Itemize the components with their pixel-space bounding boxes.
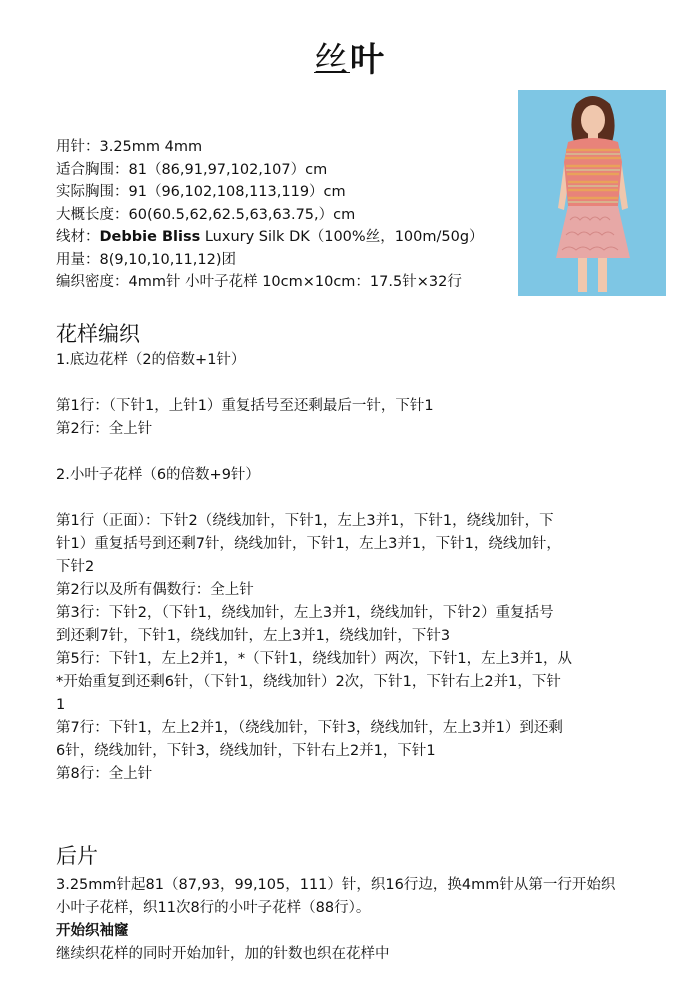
fit-bust-spec: 适合胸围：81（86,91,97,102,107）cm	[56, 161, 328, 178]
pattern-2-row-2: 第2行以及所有偶数行：全上针	[56, 582, 254, 598]
pattern-heading: 花样编织	[56, 322, 140, 346]
armhole-subheading: 开始织袖窿	[56, 923, 129, 939]
pattern-1-row-2: 第2行：全上针	[56, 421, 153, 437]
page-title	[0, 32, 700, 81]
length-spec: 大概长度：60(60.5,62,62.5,63,63.75,）cm	[56, 206, 356, 223]
pattern-2-row-5b: *开始重复到还剩6针，（下针1，绕线加针）2次，下针1，下针右上2并1，下针	[56, 674, 561, 690]
yarn-label: 线材：	[56, 229, 100, 245]
pattern-2-row-1c: 下针2	[56, 559, 95, 575]
back-block	[56, 874, 636, 966]
pattern-1-title: 1.底边花样（2的倍数+1针）	[56, 352, 246, 368]
pattern-1-block	[56, 349, 636, 786]
pattern-2-row-5c: 1	[56, 697, 66, 713]
pattern-2-row-8: 第8行：全上针	[56, 766, 153, 782]
pattern-2-row-1b: 针1）重复括号到还剩7针，绕线加针，下针1，左上3并1，下针1，绕线加针，	[56, 536, 561, 552]
model-photo	[518, 90, 666, 296]
back-line-1: 3.25mm针起81（87,93，99,105，111）针，织16行边，换4mm针从第一行开始织	[56, 877, 616, 893]
needles-spec: 用针：3.25mm 4mm	[56, 139, 203, 155]
actual-bust-spec: 实际胸围：91（96,102,108,113,119）cm	[56, 184, 346, 200]
yarn-spec	[56, 226, 516, 249]
pattern-2-row-3a: 第3行：下针2，（下针1，绕线加针，左上3并1，绕线加针，下针2）重复括号	[56, 605, 554, 621]
model-illustration	[518, 90, 666, 296]
back-heading: 后片	[56, 844, 98, 868]
back-line-3: 继续织花样的同时开始加针，加的针数也织在花样中	[56, 946, 390, 962]
title-part-1: 丝	[314, 40, 350, 80]
yarn-details: Luxury Silk DK（100%丝，100m/50g）	[200, 229, 484, 245]
title-part-2: 叶	[350, 40, 386, 80]
pattern-1-row-1: 第1行：（下针1，上针1）重复括号至还剩最后一针，下针1	[56, 398, 434, 414]
pattern-2-row-5a: 第5行：下针1，左上2并1，*（下针1，绕线加针）两次，下针1，左上3并1，从	[56, 651, 573, 667]
pattern-2-row-3b: 到还剩7针，下针1，绕线加针，左上3并1，绕线加针，下针3	[56, 628, 451, 644]
gauge-spec: 编织密度：4mm针 小叶子花样 10cm×10cm：17.5针×32行	[56, 274, 462, 290]
amount-spec: 用量：8(9,10,10,11,12)团	[56, 251, 237, 268]
pattern-2-row-7a: 第7行：下针1，左上2并1，（绕线加针，下针3，绕线加针，左上3并1）到还剩	[56, 720, 563, 736]
specifications	[56, 136, 516, 294]
back-line-2: 小叶子花样，织11次8行的小叶子花样（88行）。	[56, 900, 371, 916]
pattern-2-title: 2.小叶子花样（6的倍数+9针）	[56, 467, 260, 483]
pattern-2-row-7b: 6针，绕线加针，下针3，绕线加针，下针右上2并1，下针1	[56, 743, 436, 759]
pattern-2-row-1a: 第1行（正面）：下针2（绕线加针，下针1，左上3并1，下针1，绕线加针，下	[56, 513, 554, 529]
yarn-brand: Debbie Bliss	[99, 229, 201, 245]
